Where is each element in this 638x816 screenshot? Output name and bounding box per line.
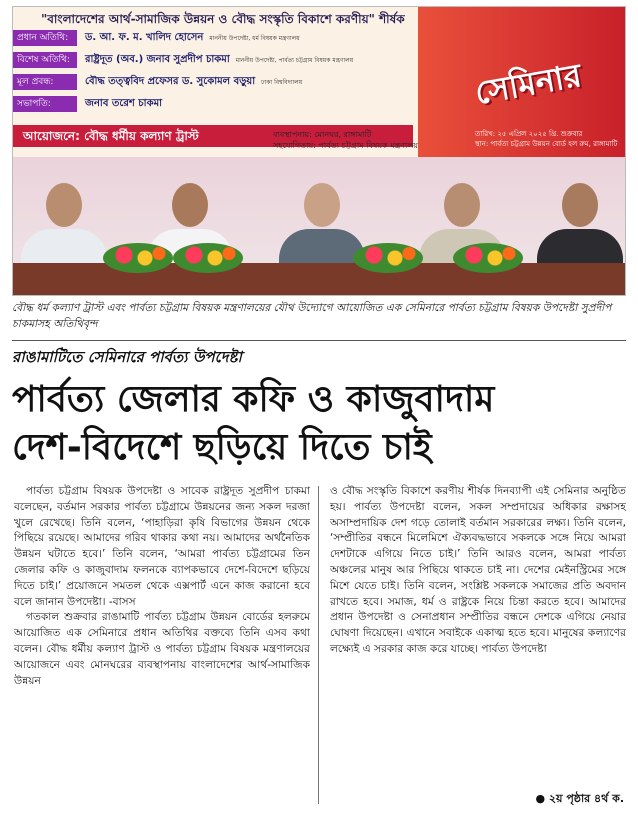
banner-seminar-word: সেমিনার: [472, 56, 585, 113]
body-paragraph: গতকাল শুক্রবার রাঙামাটি পার্বত্য চট্টগ্রাম উন্নয়ন বোর্ডের হলরুমে আয়োজিত এক সেমিনারে প্রধান অতিথির বক্তব্যে তিনি এসব কথা বলেন। বৌদ্ধ ধর্মীয় কল্যাণ ট্রাস্ট ও পার্বত্য চট্টগ্রাম বিষয়ক মন্ত্রণালয়ের আয়োজনে এবং মোনঘরের ব্যবস্থাপনায় বাংলাদেশের আর্থ-সামাজিক উন্নয়ন: [14, 611, 310, 687]
banner-row-designation: মাননীয় উপদেষ্টা, ধর্ম বিষয়ক মন্ত্রণালয়: [209, 34, 300, 42]
headline-line: দেশ-বিদেশে ছড়িয়ে দিতে চাই: [12, 427, 432, 468]
body-paragraph: ও বৌদ্ধ সংস্কৃতি বিকাশে করণীয় শীর্ষক দিনব্যাপী এই সেমিনার অনুষ্ঠিত হয়। পার্বত্য উপদেষ্টা বলেন, সকল সম্প্রদায়ের অধিকার রক্ষাসহ অসাম্প্রদায়িক দেশ গড়ে তোলাই বর্তমান সরকারের লক্ষ্য। তিনি বলেন, ‘সম্প্রীতির বন্ধনে মিলেমিশে ঐক্যবদ্ধভাবে সকলকে সঙ্গে নিয়ে আমরা দেশটাকে এগিয়ে নিতে চাই।’ তিনি আরও বলেন, আমরা পার্বত্য অঞ্চলের মানুষ আর পিছিয়ে থাকতে চাই না। দেশের মেইনস্ট্রিমের সঙ্গে মিশে যেতে চাই। তিনি বলেন, সংশ্লিষ্ট সকলকে সমাজের প্রতি অবদান রাখতে হবে। সমাজ, ধর্ম ও রাষ্ট্রকে নিয়ে চিন্তা করতে হবে। আমাদের প্রধান উপদেষ্টা ও সেনাপ্রধান সম্প্রীতির বন্ধনে দেশকে এগিয়ে নেয়ার ঘোষণা দিয়েছেন। এখানে সবাইকে একাত্ম হতে হবে। মানুষের কল্যাণের লক্ষ্যেই এ সরকার কাজ করে যাচ্ছে। পার্বত্য উপদেষ্টা: [330, 485, 626, 655]
banner-row-special-guest: [13, 51, 353, 69]
seminar-banner: [13, 7, 626, 157]
banner-row-role: প্রধান অতিথি:: [13, 30, 77, 46]
banner-row-chief-guest: [13, 29, 300, 47]
banner-row-name: রাষ্ট্রদূত (অব.) জনাব সুপ্রদীপ চাকমা: [85, 53, 230, 65]
flower-bouquet: [453, 243, 523, 273]
banner-management-line: সহযোগিতায়: পার্বত্য চট্টগ্রাম বিষয়ক মন্ত্রণালয়: [273, 141, 418, 150]
banner-row-keynote: [13, 73, 302, 91]
banner-row-designation: ঢাকা বিশ্ববিদ্যালয়: [261, 78, 303, 86]
banner-row-designation: মাননীয় উপদেষ্টা, পার্বত্য চট্টগ্রাম বিষয়ক মন্ত্রণালয়: [235, 56, 354, 64]
photo-caption: বৌদ্ধ ধর্ম কল্যাণ ট্রাস্ট এবং পার্বত্য চট্টগ্রাম বিষয়ক মন্ত্রণালয়ের যৌথ উদ্যোগে আয়োজিত এক সেমিনারে পার্বত্য চট্টগ্রাম বিষয়ক উপদেষ্টা সুপ্রদীপ চাকমাসহ অতিথিবৃন্দ: [12, 302, 612, 330]
banner-venue: [475, 129, 617, 149]
stage-table: [13, 263, 626, 296]
banner-row-name: ড. আ. ফ. ম. খালিদ হোসেন: [85, 31, 204, 43]
headline: [12, 376, 626, 472]
banner-row-role: বিশেষ অতিথি:: [13, 52, 77, 68]
banner-management: [273, 129, 418, 151]
banner-row-role: মূল প্রবন্ধ:: [13, 74, 77, 90]
banner-organizer: আয়োজনে: বৌদ্ধ ধর্মীয় কল্যাণ ট্রাস্ট: [13, 125, 413, 147]
continued-on-page[interactable]: ● ২য় পৃষ্ঠার ৪র্থ ক.: [535, 792, 624, 805]
flower-bouquet: [353, 243, 423, 273]
caption-divider: [12, 340, 626, 341]
news-photo: [12, 6, 626, 296]
body-paragraph: পার্বত্য চট্টগ্রাম বিষয়ক উপদেষ্টা ও সাবেক রাষ্ট্রদূত সুপ্রদীপ চাকমা বলেছেন, বর্তমান সরকার পার্বত্য চট্টগ্রামে উন্নয়নের জন্য সকল দরজা খুলে রেখেছে। তিনি বলেন, ‘পাহাড়িরা কৃষি বিভাগের উন্নয়ন থেকে পিছিয়ে রয়েছে। আমাদের গরিব থাকার কথা নয়। আমাদের অর্থনৈতিক উন্নয়ন ঘটাতে হবে।’ তিনি বলেন, ‘আমরা পার্বত্য চট্টগ্রামের তিন জেলার কফি ও কাজুবাদাম ফলনকে ব্যাপকভাবে দেশে-বিদেশে ছড়িয়ে দিতে চাই।’ প্রয়োজনে সমতল থেকে এক্সপার্ট এনে কাজ করানো হবে বলে জানান উপদেষ্টা। -বাসস: [14, 485, 310, 608]
banner-row-name: জনাব তরেশ চাকমা: [85, 97, 163, 109]
banner-venue-line: স্থান: পার্বত্য চট্টগ্রাম উন্নয়ন বোর্ড হল রুম, রাঙ্গামাটি: [475, 140, 618, 148]
flower-bouquet: [173, 243, 243, 273]
flower-bouquet: [103, 243, 173, 273]
banner-management-line: ব্যবস্থাপনায়: মোনঘর, রাঙ্গামাটি: [273, 130, 372, 139]
body-column-right: [330, 484, 626, 658]
column-divider: [318, 486, 319, 804]
banner-venue-line: তারিখ: ২৫ এপ্রিল ২০২৫ খ্রি. শুক্রবার: [475, 130, 583, 138]
banner-row-name: বৌদ্ধ তত্ত্ববিদ প্রফেসর ড. সুকোমল বড়ুয়া: [85, 75, 256, 87]
kicker: রাঙামাটিতে সেমিনারে পার্বত্য উপদেষ্টা: [12, 348, 242, 366]
banner-title: "বাংলাদেশের আর্থ-সামাজিক উন্নয়ন ও বৌদ্ধ সংস্কৃতি বিকাশে করণীয়" শীর্ষক: [41, 12, 405, 26]
banner-row-chair: [13, 95, 168, 113]
headline-line: পার্বত্য জেলার কফি ও কাজুবাদাম: [12, 379, 495, 420]
banner-row-role: সভাপতি:: [13, 96, 77, 112]
body-column-left: [14, 484, 310, 689]
